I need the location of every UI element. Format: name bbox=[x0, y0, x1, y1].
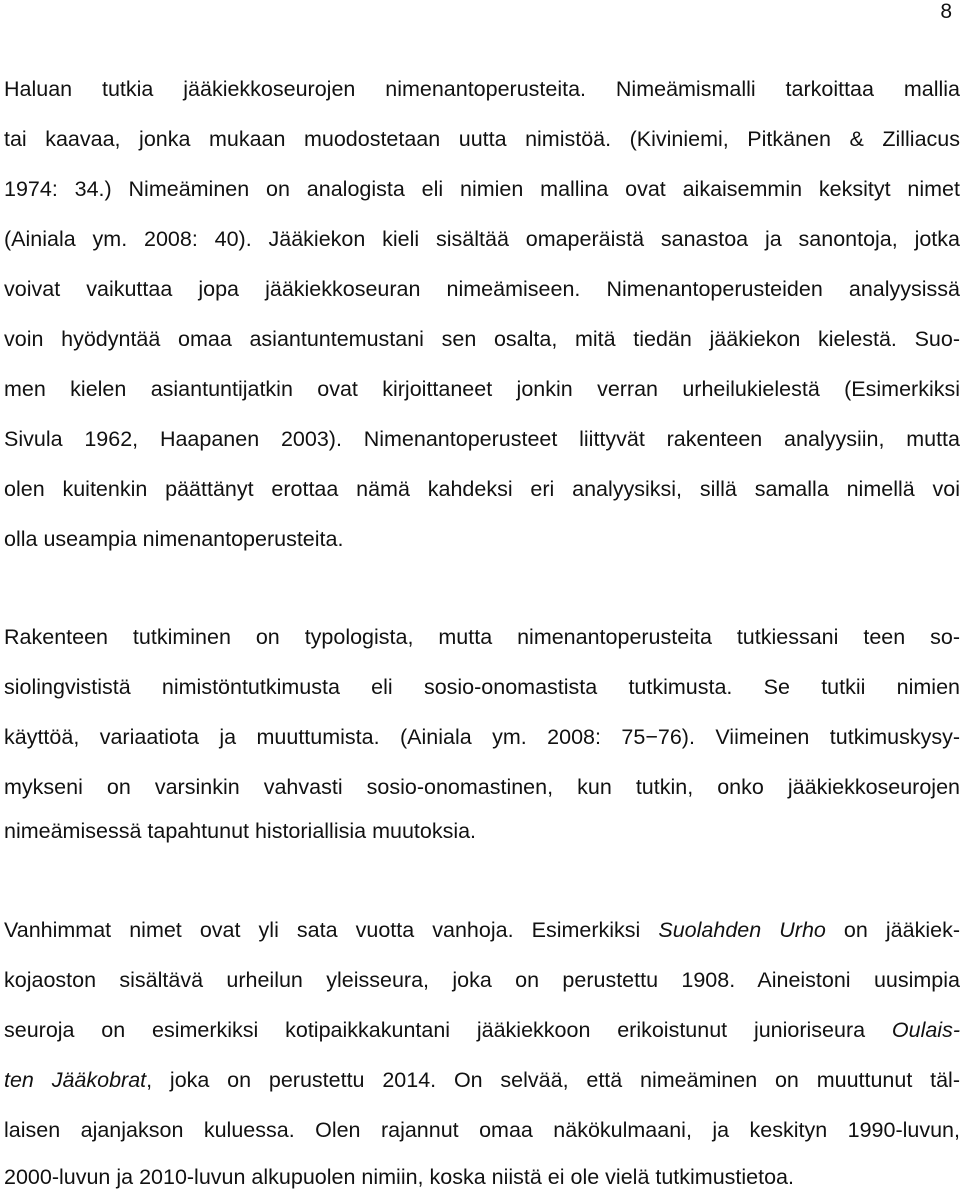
text-line: olen kuitenkin päättänyt erottaa nämä kahdeksi eri analyysiksi, sillä samalla nimellä voi bbox=[4, 477, 960, 501]
text-line: mykseni on varsinkin vahvasti sosio-onomastinen, kun tutkin, onko jääkiekkoseurojen bbox=[4, 775, 960, 799]
text-line: tai kaavaa, jonka mukaan muodostetaan uutta nimistöä. (Kiviniemi, Pitkänen & Zilliacus bbox=[4, 127, 960, 151]
text-segment: seuroja on esimerkiksi kotipaikkakuntani jääkiekkoon erikoistunut junioriseura bbox=[4, 1018, 892, 1042]
text-line bbox=[4, 915, 960, 945]
text-line: siolingvististä nimistöntutkimusta eli sosio-onomastista tutkimusta. Se tutkii nimien bbox=[4, 675, 960, 699]
text-line: Sivula 1962, Haapanen 2003). Nimenantoperusteet liittyvät rakenteen analyysiin, mutta bbox=[4, 427, 960, 451]
text-segment: , joka on perustettu 2014. On selvää, että nimeäminen on muuttunut täl- bbox=[146, 1068, 960, 1092]
page-number: 8 bbox=[940, 0, 952, 23]
text-line bbox=[4, 1065, 960, 1095]
text-segment: Vanhimmat nimet ovat yli sata vuotta vanhoja. Esimerkiksi bbox=[4, 918, 659, 942]
text-line: käyttöä, variaatiota ja muuttumista. (Ainiala ym. 2008: 75−76). Viimeinen tutkimuskysy- bbox=[4, 725, 960, 749]
text-line: voin hyödyntää omaa asiantuntemustani sen osalta, mitä tiedän jääkiekon kielestä. Suo- bbox=[4, 327, 960, 351]
text-line: olla useampia nimenantoperusteita. bbox=[4, 527, 344, 551]
text-line: voivat vaikuttaa jopa jääkiekkoseuran nimeämiseen. Nimenantoperusteiden analyysissä bbox=[4, 277, 960, 301]
text-line: Haluan tutkia jääkiekkoseurojen nimenantoperusteita. Nimeämismalli tarkoittaa mallia bbox=[4, 77, 960, 101]
club-name-suolahden-urho: Suolahden Urho bbox=[658, 918, 826, 942]
club-name-oulaisten-part1: Oulais- bbox=[891, 1018, 960, 1042]
text-line: Rakenteen tutkiminen on typologista, mutta nimenantoperusteita tutkiessani teen so- bbox=[4, 625, 960, 649]
club-name-oulaisten-part2: ten Jääkobrat bbox=[4, 1068, 147, 1092]
text-line: kojaoston sisältävä urheilun yleisseura, joka on perustettu 1908. Aineistoni uusimpia bbox=[4, 968, 960, 992]
text-line: (Ainiala ym. 2008: 40). Jääkiekon kieli sisältää omaperäistä sanastoa ja sanontoja, jotka bbox=[4, 227, 960, 251]
text-line: laisen ajanjakson kuluessa. Olen rajannut omaa näkökulmaani, ja keskityn 1990-luvun, bbox=[4, 1118, 960, 1142]
text-line: nimeämisessä tapahtunut historiallisia muutoksia. bbox=[4, 819, 477, 843]
text-line: men kielen asiantuntijatkin ovat kirjoittaneet jonkin verran urheilukielestä (Esimerkiksi bbox=[4, 377, 960, 401]
text-line: 1974: 34.) Nimeäminen on analogista eli nimien mallina ovat aikaisemmin keksityt nimet bbox=[4, 177, 960, 201]
text-line: 2000-luvun ja 2010-luvun alkupuolen nimiin, koska niistä ei ole vielä tutkimustietoa. bbox=[4, 1165, 794, 1189]
text-segment: on jääkiek- bbox=[825, 918, 960, 942]
text-line bbox=[4, 1015, 960, 1045]
